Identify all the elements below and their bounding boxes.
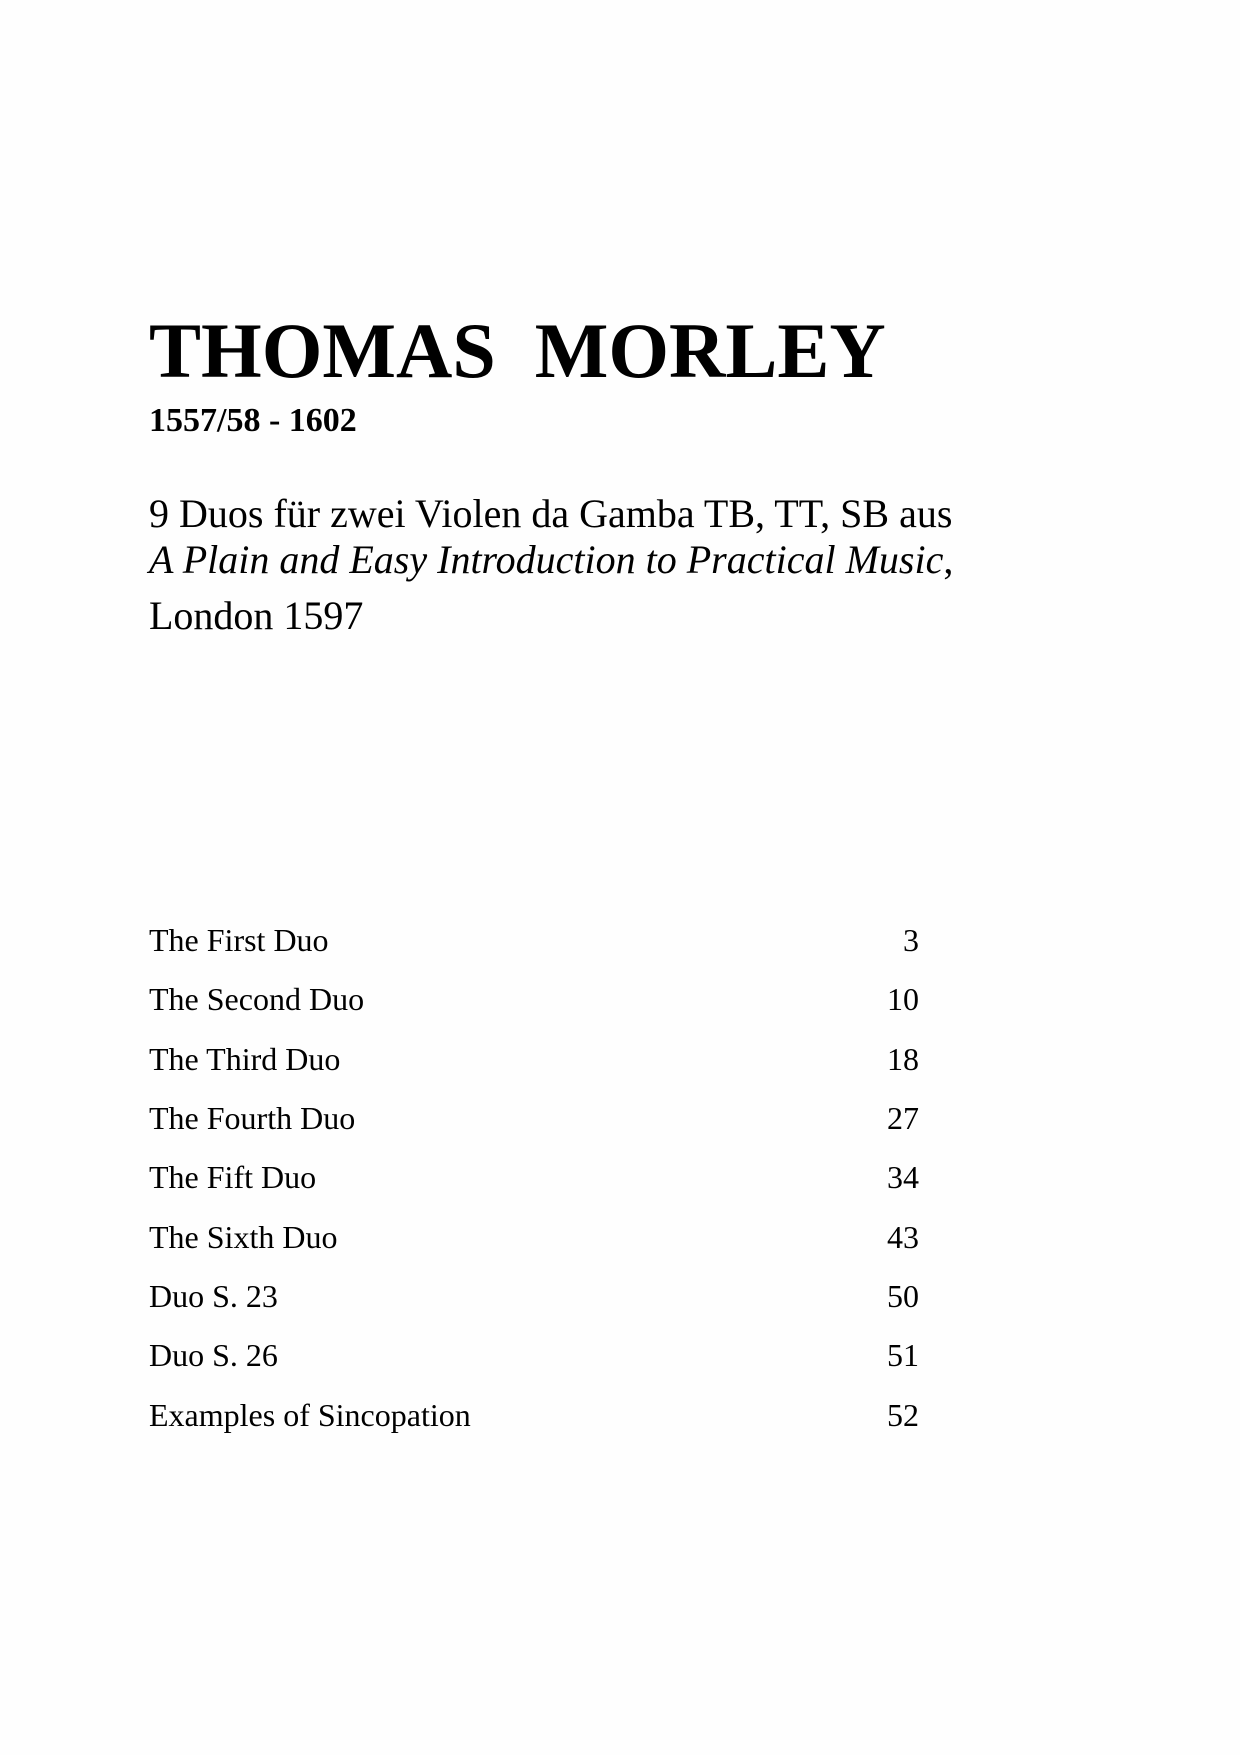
toc-entry-title: The Fourth Duo: [149, 1100, 356, 1136]
toc-entry-page: 27: [887, 1100, 919, 1136]
description-line-1: 9 Duos für zwei Violen da Gamba TB, TT, SB aus: [149, 491, 953, 536]
toc-entry-title: The Third Duo: [149, 1041, 341, 1077]
toc-entry[interactable]: [149, 1339, 919, 1371]
toc-entry-page: 51: [887, 1337, 919, 1373]
toc-entry-title: Duo S. 26: [149, 1337, 278, 1373]
toc-entry-title: Examples of Sincopation: [149, 1397, 471, 1433]
toc-entry-page: 10: [887, 981, 919, 1017]
source-title: A Plain and Easy Introduction to Practical Music: [149, 537, 944, 582]
toc-entry[interactable]: [149, 1399, 919, 1431]
toc-entry[interactable]: [149, 1102, 919, 1134]
description-line-2: [149, 537, 954, 582]
source-title-comma: ,: [943, 537, 954, 582]
toc-entry-title: The Sixth Duo: [149, 1219, 338, 1255]
toc-entry-title: The First Duo: [149, 922, 329, 958]
composer-dates: 1557/58 - 1602: [149, 402, 357, 439]
toc-entry-page: 52: [887, 1397, 919, 1433]
toc-entry[interactable]: [149, 924, 919, 956]
toc-entry-title: Duo S. 23: [149, 1278, 278, 1314]
toc-entry-title: The Fift Duo: [149, 1159, 317, 1195]
toc-entry[interactable]: [149, 1280, 919, 1312]
composer-title: THOMAS MORLEY: [149, 307, 886, 394]
toc-entry-page: 43: [887, 1219, 919, 1255]
toc-entry[interactable]: [149, 1221, 919, 1253]
toc-entry[interactable]: [149, 983, 919, 1015]
toc-entry-page: 34: [887, 1159, 919, 1195]
toc-entry[interactable]: [149, 1161, 919, 1193]
toc-entry-title: The Second Duo: [149, 981, 365, 1017]
toc-entry-page: 18: [887, 1041, 919, 1077]
toc-entry-page: 50: [887, 1278, 919, 1314]
toc-entry-page: 3: [903, 922, 919, 958]
toc-entry[interactable]: [149, 1043, 919, 1075]
description-line-3: London 1597: [149, 593, 364, 638]
